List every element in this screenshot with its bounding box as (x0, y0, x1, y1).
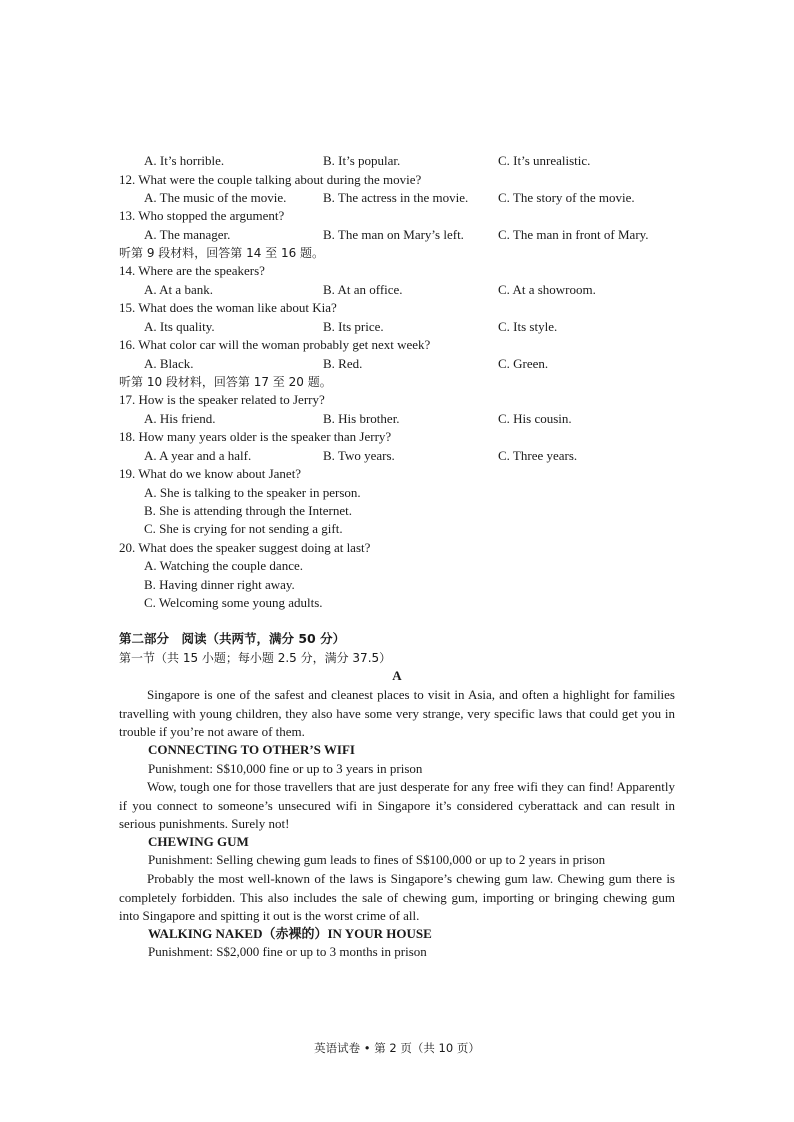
wifi-punishment: Punishment: S$10,000 fine or up to 3 years in prison (148, 761, 423, 776)
page-footer: 英语试卷 • 第 2 页（共 10 页） (314, 1041, 480, 1055)
q17-option-a: A. His friend. (144, 411, 216, 426)
q17-question: 17. How is the speaker related to Jerry? (119, 392, 325, 407)
q14-option-a: A. At a bank. (144, 282, 213, 297)
q19-option-b: B. She is attending through the Internet. (144, 503, 352, 518)
q17-option-b: B. His brother. (323, 411, 400, 426)
q20-question: 20. What does the speaker suggest doing at last? (119, 540, 371, 555)
q12-option-c: C. The story of the movie. (498, 190, 635, 205)
instruction-material-9: 听第 9 段材料，回答第 14 至 16 题。 (119, 246, 325, 260)
gum-punishment: Punishment: Selling chewing gum leads to fines of S$100,000 or up to 2 years in prison (148, 852, 606, 867)
q15-option-a: A. Its quality. (144, 319, 215, 334)
instruction-material-10: 听第 10 段材料，回答第 17 至 20 题。 (119, 375, 332, 389)
q16-option-a: A. Black. (144, 356, 194, 371)
naked-punishment: Punishment: S$2,000 fine or up to 3 months in prison (148, 944, 427, 959)
q19-question: 19. What do we know about Janet? (119, 466, 302, 481)
gum-heading: CHEWING GUM (148, 834, 249, 849)
q15-option-b: B. Its price. (323, 319, 384, 334)
passage-intro: Singapore is one of the safest and cleanest places to visit in Asia, and often a highlight for families travelling with young children, they also have some very strange, very specific laws that could get you in trouble if you’re not aware of them. (119, 687, 675, 739)
q20-option-a: A. Watching the couple dance. (144, 558, 303, 573)
q20-option-c: C. Welcoming some young adults. (144, 595, 323, 610)
q14-option-c: C. At a showroom. (498, 282, 596, 297)
q12-option-a: A. The music of the movie. (144, 190, 287, 205)
q20-option-b: B. Having dinner right away. (144, 577, 295, 592)
passage-letter: A (392, 668, 402, 683)
q14-question: 14. Where are the speakers? (119, 263, 265, 278)
q18-option-b: B. Two years. (323, 448, 395, 463)
q16-option-b: B. Red. (323, 356, 363, 371)
q17-option-c: C. His cousin. (498, 411, 572, 426)
wifi-heading: CONNECTING TO OTHER’S WIFI (148, 742, 355, 757)
q18-option-a: A. A year and a half. (144, 448, 252, 463)
section1-title: 第一节（共 15 小题；每小题 2.5 分，满分 37.5） (119, 651, 392, 665)
q16-option-c: C. Green. (498, 356, 549, 371)
q13-option-b: B. The man on Mary’s left. (323, 227, 464, 242)
q19-option-a: A. She is talking to the speaker in person. (144, 485, 361, 500)
q12-question: 12. What were the couple talking about during the movie? (119, 172, 422, 187)
q13-option-c: C. The man in front of Mary. (498, 227, 649, 242)
q11-option-c: C. It’s unrealistic. (498, 153, 591, 168)
q13-option-a: A. The manager. (144, 227, 231, 242)
q18-option-c: C. Three years. (498, 448, 578, 463)
part2-title: 第二部分 阅读（共两节，满分 50 分） (119, 631, 346, 646)
q18-question: 18. How many years older is the speaker than Jerry? (119, 429, 392, 444)
q15-option-c: C. Its style. (498, 319, 558, 334)
q12-option-b: B. The actress in the movie. (323, 190, 469, 205)
q14-option-b: B. At an office. (323, 282, 403, 297)
q11-option-a: A. It’s horrible. (144, 153, 225, 168)
naked-heading: WALKING NAKED（赤裸的）IN YOUR HOUSE (148, 926, 432, 941)
q13-question: 13. Who stopped the argument? (119, 208, 285, 223)
q11-option-b: B. It’s popular. (323, 153, 401, 168)
q19-option-c: C. She is crying for not sending a gift. (144, 521, 343, 536)
gum-text: Probably the most well-known of the laws is Singapore’s chewing gum law. Chewing gum there is completely forbidden. This also includes the sale of chewing gum, importing or bringing chewing gum into Singapore and spitting it out is the worst crime of all. (119, 871, 675, 923)
q16-question: 16. What color car will the woman probably get next week? (119, 337, 431, 352)
q15-question: 15. What does the woman like about Kia? (119, 300, 337, 315)
wifi-text: Wow, tough one for those travellers that are just desperate for any free wifi they can find! Apparently if you connect to someone’s unsecured wifi in Singapore it’s considered cyberattack and can result in serious punishments. Surely not! (119, 779, 675, 831)
